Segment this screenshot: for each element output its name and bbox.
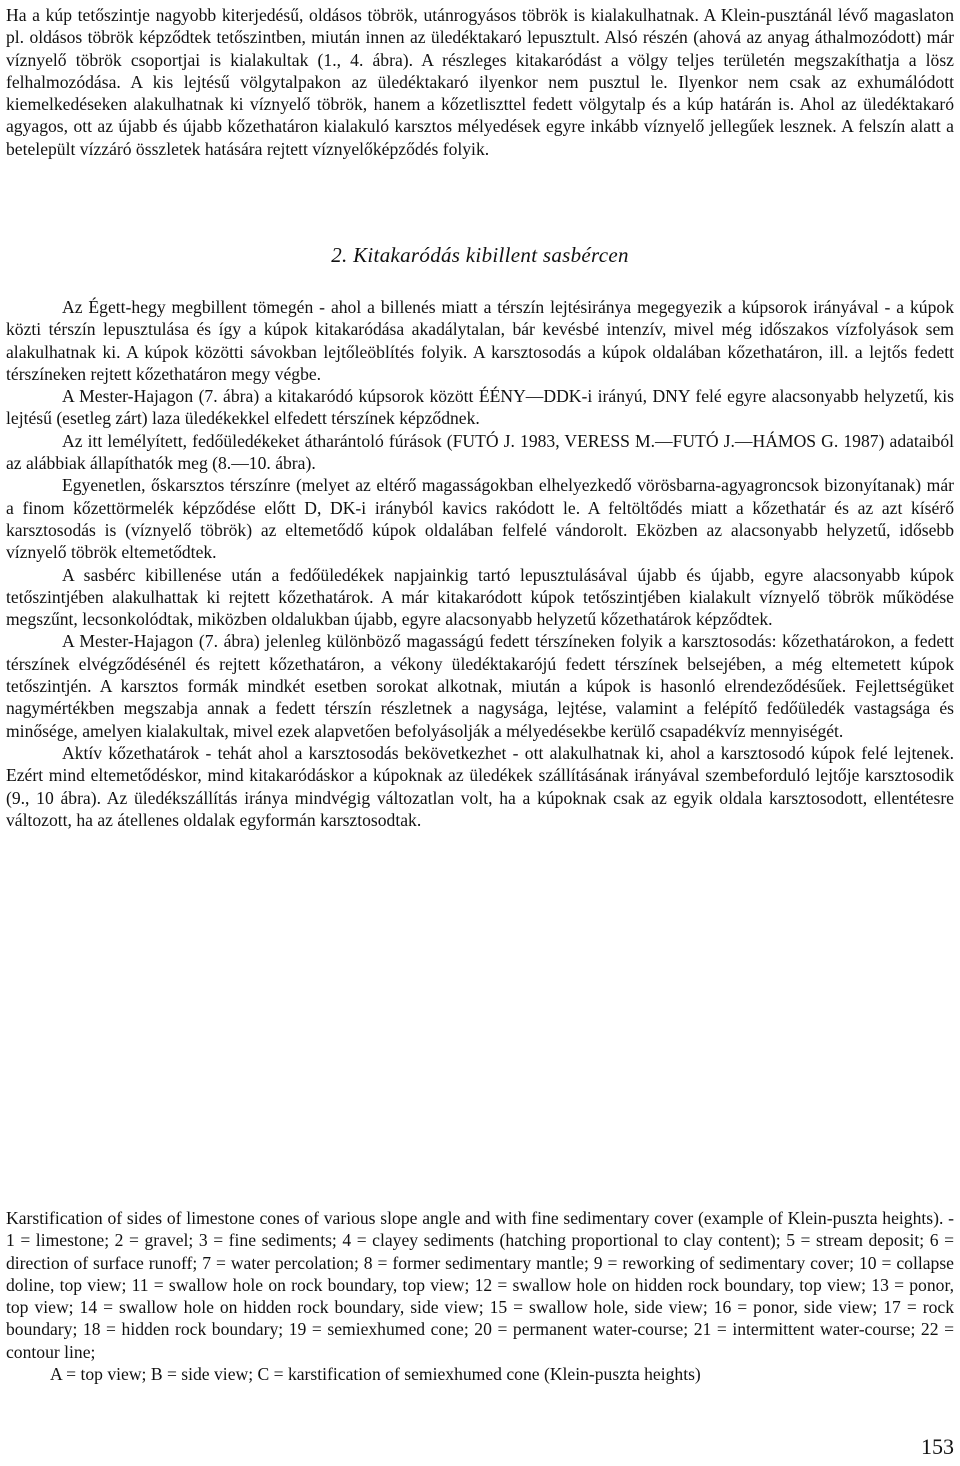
paragraph: Az Égett-hegy megbillent tömegén - ahol a billenés miatt a térszín lejtésiránya megegyezik a kúpsorok irányával - a kúpok közti térszín lepusztulása és így a kúpok kitakaródása akadálytalan, bár kevésbé intenzív, mivel még időszakos vízfolyások sem alakulhatnak ki. A kúpok közötti sávokban lejtőleöblítés folyik. A karsztosodás a kúpok oldalában kőzethatáron, ill. a lejtős fedett térszíneken rejtett kőzethatáron megy végbe. bbox=[6, 297, 954, 384]
caption-last-line: A = top view; B = side view; C = karstification of semiexhumed cone (Klein-puszta heights) bbox=[50, 1364, 701, 1385]
section-body bbox=[6, 296, 954, 831]
section-heading: 2. Kitakaródás kibillent sasbércen bbox=[331, 243, 629, 267]
paragraph: A Mester-Hajagon (7. ábra) jelenleg különböző magasságú fedett térszíneken folyik a karsztosodás: kőzethatárokon, a fedett térszínek elvégződésénél és rejtett kőzethatáron, a vékony üledéktakarójú fedett térszínek belsejében, a még eltemetett kúpok tetőszintjén. A karsztos formák mindkét esetben sorokat alkotnak, miután a kúpok is hasonló elrendeződésűek. Fejlettségüket nagymértékben megszabja annak a fedett térszín részletnek a nagysága, lejtése, valamint a felépítő fedőüledék vastagsága és minősége, amelyen kialakultak, mivel ezek alapvetően befolyásolják a mélyedésekbe kerülő csapadékvíz mennyiségét. bbox=[6, 631, 954, 741]
paragraph: A sasbérc kibillenése után a fedőüledékek napjainkig tartó lepusztulásával újabb és újabb, egyre alacsonyabb kúpok tetőszintjében alakulhattak ki rejtett kőzethatárok. A már kitakaródott kúpok tetőszintjében kialakult víznyelő töbrök működése megszűnt, lecsonkolódtak, miközben oldalukban újabb, egyre alacsonyabb helyzetű kőzethatárok képződtek. bbox=[6, 564, 954, 630]
intro-text bbox=[6, 4, 954, 160]
paragraph: Az itt lemélyített, fedőüledékeket átharántoló fúrások (FUTÓ J. 1983, VERESS M.—FUTÓ J.—HÁMOS G. 1987) adataiból az alábbiak állapíthatók meg (8.—10. ábra). bbox=[6, 430, 954, 474]
paragraph: Aktív kőzethatárok - tehát ahol a karsztosodás bekövetkezhet - ott alakulhatnak ki, ahol a karsztosodó kúpok felé lejtenek. Ezért mind eltemetődéskor, mind kitakaródáskor a kúpoknak az üledékek szállításának irányával szembeforduló lejtője karsztosodik (9., 10 ábra). Az üledékszállítás iránya mindvégig változatlan volt, ha a kúpoknak csak az egyik oldala karsztosodott, ellentétesre változott, ha az átellenes oldalak egyformán karsztosodtak. bbox=[6, 742, 954, 830]
caption-text: Karstification of sides of limestone cones of various slope angle and with fine sedimentary cover (example of Klein-puszta heights). - 1 = limestone; 2 = gravel; 3 = fine sediments; 4 = clayey sediments (hatching proportional to clay content); 5 = stream deposit; 6 = direction of surface runoff; 7 = water percolation; 8 = former sedimentary mantle; 9 = reworking of sedimentary cover; 10 = collapse doline, top view; 11 = swallow hole on rock boundary, top view; 12 = swallow hole on hidden rock boundary, top view; 13 = ponor, top view; 14 = swallow hole on hidden rock boundary, side view; 15 = swallow hole, side view; 16 = ponor, side view; 17 = rock boundary; 18 = hidden rock boundary; 19 = semiexhumed cone; 20 = permanent water-course; 21 = intermittent water-course; 22 = contour line; bbox=[6, 1208, 954, 1362]
page-number: 153 bbox=[921, 1434, 954, 1459]
paragraph: A Mester-Hajagon (7. ábra) a kitakaródó kúpsorok között ÉÉNY—DDK-i irányú, DNY felé egyre alacsonyabb helyzetű, kis lejtésű (esetleg zárt) laza üledékekkel elfedett térszínek képződnek. bbox=[6, 386, 954, 429]
intro-paragraph: Ha a kúp tetőszintje nagyobb kiterjedésű, oldásos töbrök, utánrogyásos töbrök is kialakulhatnak. A Klein-pusztánál lévő magaslaton pl. oldásos töbrök képződtek tetőszintben, miután innen az üledéktakaró lepusztult. Alsó részén (ahová az anyag áthalmozódott) már víznyelő töbrök csoportjai is kialakultak (1., 4. ábra). A részleges kitakaródást a völgy teljes területén megszakíthatja a lösz felhalmozódása. A kis lejtésű völgytalpakon az üledéktakaró ilyenkor nem pusztul le. Ilyenkor nem csak az exhumálódott kiemelkedéseken alakulhatnak ki víznyelő töbrök, hanem a kőzetliszttel fedett völgytalp és a kúp határán is. Ahol az üledéktakaró agyagos, ott az újabb és újabb kőzethatáron kialakuló karsztos mélyedések egyre inkább víznyelő jellegűek lesznek. A felszín alatt a betelepült vízzáró összletek hatására rejtett víznyelőképződés folyik. bbox=[6, 5, 954, 159]
paragraph: Egyenetlen, őskarsztos térszínre (melyet az eltérő magasságokban elhelyezkedő vörösbarna-agyagroncsok bizonyítanak) már a finom kőzettörmelék képződése előtt D, DK-i irányból kavics rakódott le. A feltöltődés miatt a kőzethatár és az azt kísérő karsztosodás is (víznyelő töbrök) az eltemetődő kúpok oldalában felfelé vándorolt. Eközben az alacsonyabb helyzetű, idősebb víznyelő töbrök eltemetődtek. bbox=[6, 475, 954, 563]
figure-caption bbox=[6, 1207, 954, 1385]
